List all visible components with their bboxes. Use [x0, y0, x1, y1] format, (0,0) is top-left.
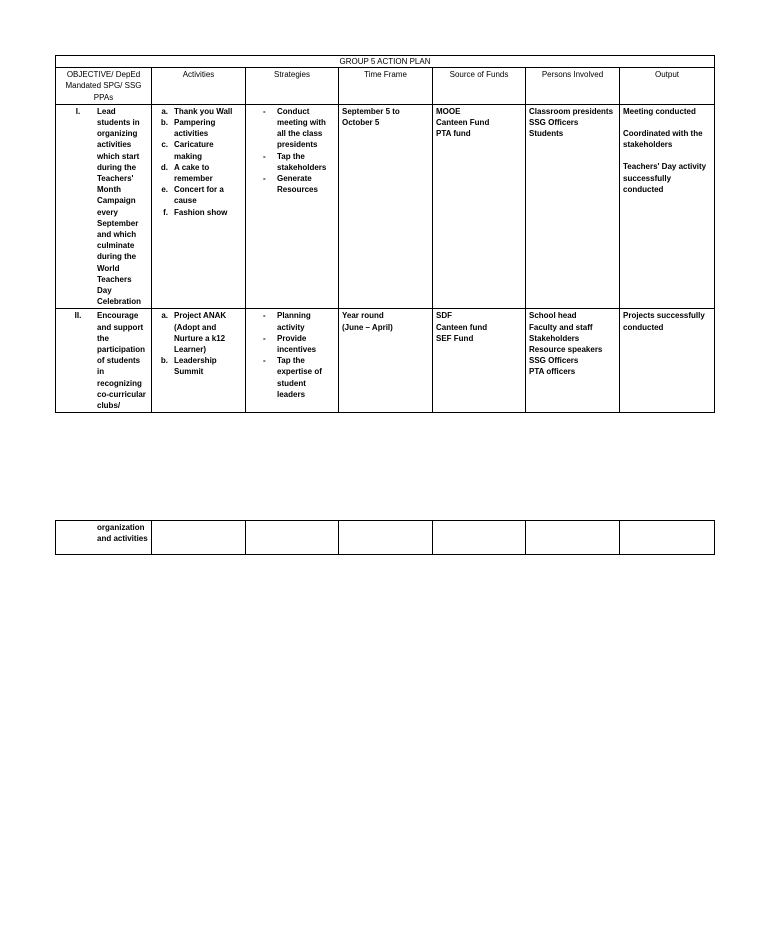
strategies-cell [246, 309, 339, 413]
header-time-frame: Time Frame [339, 68, 433, 105]
list-item: a. Project ANAK (Adopt and Nurture a k12 Learner) [161, 311, 227, 355]
list-item: f. Fashion show [163, 207, 228, 217]
table-title: GROUP 5 ACTION PLAN [56, 56, 715, 68]
list-item: b. Leadership Summit [160, 356, 217, 377]
header-output: Output [620, 68, 715, 105]
header-objective: OBJECTIVE/ DepEd Mandated SPG/ SSG PPAs [56, 68, 152, 105]
list-item: - Generate Resources [263, 174, 318, 195]
output-cell: Meeting conducted Coordinated with the stakeholders Teachers' Day activity successfully conducted [620, 104, 715, 309]
activities-cell [152, 104, 246, 309]
objective-text: Encourage and support the participation of students in recognizing co-curricular clubs/ [97, 311, 146, 411]
time-frame-cell: Year round (June – April) [339, 309, 433, 413]
list-item: a. Thank you Wall [161, 106, 233, 116]
title-row [56, 56, 715, 68]
table-row [56, 521, 715, 555]
output-cell: Projects successfully conducted [620, 309, 715, 413]
objective-text: Lead students in organizing activities which start during the Teachers' Month Campaign every September and which culminate during the World Teachers Day Celebration [97, 106, 142, 307]
output-cell [620, 521, 715, 555]
activities-cell [152, 309, 246, 413]
header-persons-involved: Persons Involved [526, 68, 620, 105]
strategies-cell [246, 104, 339, 309]
funds-cell: MOOE Canteen Fund PTA fund [433, 104, 526, 309]
time-frame-cell [339, 521, 433, 555]
list-item: - Tap the stakeholders [263, 151, 327, 172]
persons-cell [526, 521, 620, 555]
header-strategies: Strategies [246, 68, 339, 105]
objective-cell [56, 521, 152, 555]
persons-cell: Classroom presidents SSG Officers Students [526, 104, 620, 309]
time-frame-cell: September 5 to October 5 [339, 104, 433, 309]
header-activities: Activities [152, 68, 246, 105]
action-plan-table [55, 55, 715, 413]
header-row [56, 68, 715, 105]
row-number: I. [75, 106, 81, 116]
list-item: b. Pampering activities [160, 118, 216, 139]
persons-cell: School head Faculty and staff Stakeholders Resource speakers SSG Officers PTA officers [526, 309, 620, 413]
action-plan-continuation-table [55, 520, 715, 555]
funds-cell: SDF Canteen fund SEF Fund [433, 309, 526, 413]
funds-cell [433, 521, 526, 555]
objective-text: organization and activities [97, 523, 148, 544]
list-item: d. A cake to remember [160, 162, 213, 184]
list-item: - Tap the expertise of student leaders [263, 356, 322, 399]
header-source-of-funds: Source of Funds [433, 68, 526, 105]
list-item: - Provide incentives [263, 333, 317, 355]
activities-cell [152, 521, 246, 555]
strategies-cell [246, 521, 339, 555]
row-number: II. [74, 311, 82, 321]
table-row [56, 104, 715, 309]
objective-cell [56, 309, 152, 413]
list-item: - Conduct meeting with all the class presidents [263, 106, 326, 150]
list-item: - Planning activity [263, 311, 311, 332]
table-row [56, 309, 715, 413]
list-item: c. Caricature making [161, 140, 214, 161]
list-item: e. Concert for a cause [161, 185, 224, 206]
objective-cell [56, 104, 152, 309]
